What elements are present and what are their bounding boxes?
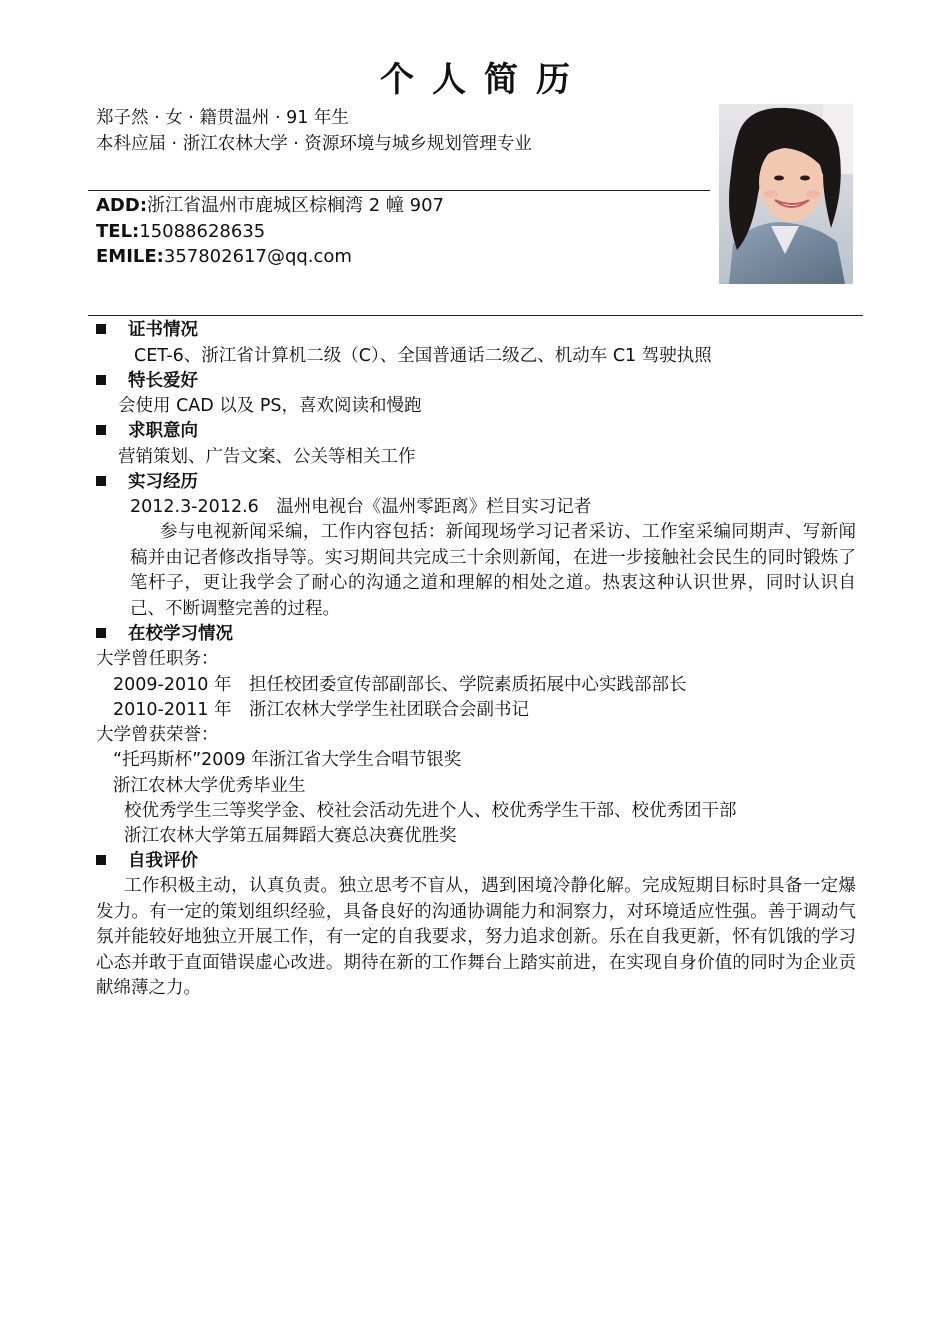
page-title: 个人简历 bbox=[380, 60, 588, 100]
section-heading-school bbox=[96, 622, 233, 646]
profile-photo-illustration bbox=[719, 104, 853, 284]
section-heading-text: 在校学习情况 bbox=[128, 624, 233, 644]
honor-item: 校优秀学生三等奖学金、校社会活动先进个人、校优秀学生干部、校优秀团干部 bbox=[124, 801, 737, 821]
phone-label: TEL: bbox=[96, 221, 140, 242]
honors-label: 大学曾获荣誉： bbox=[96, 725, 219, 745]
personal-line-2: 本科应届 · 浙江农林大学 · 资源环境与城乡规划管理专业 bbox=[96, 134, 532, 154]
self-eval-text: 工作积极主动，认真负责。独立思考不盲从，遇到困境冷静化解。完成短期目标时具备一定爆发力。有一定的策划组织经验，具备良好的沟通协调能力和洞察力，对环境适应性强。善于调动气氛并能较好地独立开展工作，有一定的自我要求，努力追求创新。乐在自我更新，怀有饥饿的学习心态并敢于直面错误虚心改进。期待在新的工作舞台上踏实前进，在实现自身价值的同时为企业贡献绵薄之力。 bbox=[96, 876, 856, 998]
section-heading-self-eval bbox=[96, 849, 198, 873]
address-line bbox=[96, 193, 444, 218]
internship-entry: 2012.3-2012.6 温州电视台《温州零距离》栏目实习记者 bbox=[130, 497, 592, 517]
honor-item: 浙江农林大学优秀毕业生 bbox=[113, 776, 306, 796]
phone-line bbox=[96, 219, 265, 244]
address-label: ADD: bbox=[96, 195, 148, 216]
positions-label: 大学曾任职务： bbox=[96, 649, 219, 669]
honor-item: 浙江农林大学第五届舞蹈大赛总决赛优胜奖 bbox=[124, 826, 457, 846]
section-divider bbox=[88, 315, 863, 316]
email-line bbox=[96, 244, 352, 269]
honor-item: “托玛斯杯”2009 年浙江省大学生合唱节银奖 bbox=[113, 750, 462, 770]
profile-photo bbox=[719, 104, 853, 284]
bullet-square-icon bbox=[96, 324, 106, 334]
header-divider bbox=[88, 190, 710, 191]
phone-value: 15088628635 bbox=[139, 221, 266, 242]
personal-line-1: 郑子然 · 女 · 籍贯温州 · 91 年生 bbox=[96, 108, 349, 128]
objective-text: 营销策划、广告文案、公关等相关工作 bbox=[118, 447, 416, 467]
position-item: 2009-2010 年 担任校团委宣传部副部长、学院素质拓展中心实践部部长 bbox=[113, 675, 687, 695]
section-heading-text: 特长爱好 bbox=[128, 371, 198, 391]
section-heading-objective bbox=[96, 419, 198, 443]
bullet-square-icon bbox=[96, 425, 106, 435]
email-value: 357802617@qq.com bbox=[163, 246, 352, 267]
certificates-text: CET-6、浙江省计算机二级（C）、全国普通话二级乙、机动车 C1 驾驶执照 bbox=[134, 346, 712, 366]
bullet-square-icon bbox=[96, 855, 106, 865]
address-value: 浙江省温州市鹿城区棕榈湾 2 幢 907 bbox=[147, 195, 444, 216]
bullet-square-icon bbox=[96, 476, 106, 486]
section-heading-text: 自我评价 bbox=[128, 851, 198, 871]
hobbies-text: 会使用 CAD 以及 PS，喜欢阅读和慢跑 bbox=[118, 396, 422, 416]
section-heading-hobbies bbox=[96, 369, 198, 393]
section-heading-certificates bbox=[96, 318, 198, 342]
section-heading-text: 实习经历 bbox=[128, 472, 198, 492]
internship-description: 参与电视新闻采编，工作内容包括：新闻现场学习记者采访、工作室采编同期声、写新闻稿并由记者修改指导等。实习期间共完成三十余则新闻，在进一步接触社会民生的同时锻炼了笔杆子，更让我学会了耐心的沟通之道和理解的相处之道。热衷这种认识世界，同时认识自己、不断调整完善的过程。 bbox=[130, 522, 856, 619]
bullet-square-icon bbox=[96, 375, 106, 385]
position-item: 2010-2011 年 浙江农林大学学生社团联合会副书记 bbox=[113, 700, 529, 720]
section-heading-text: 求职意向 bbox=[128, 421, 198, 441]
section-heading-internship bbox=[96, 470, 198, 494]
section-heading-text: 证书情况 bbox=[128, 320, 198, 340]
bullet-square-icon bbox=[96, 628, 106, 638]
email-label: EMILE: bbox=[96, 246, 164, 267]
